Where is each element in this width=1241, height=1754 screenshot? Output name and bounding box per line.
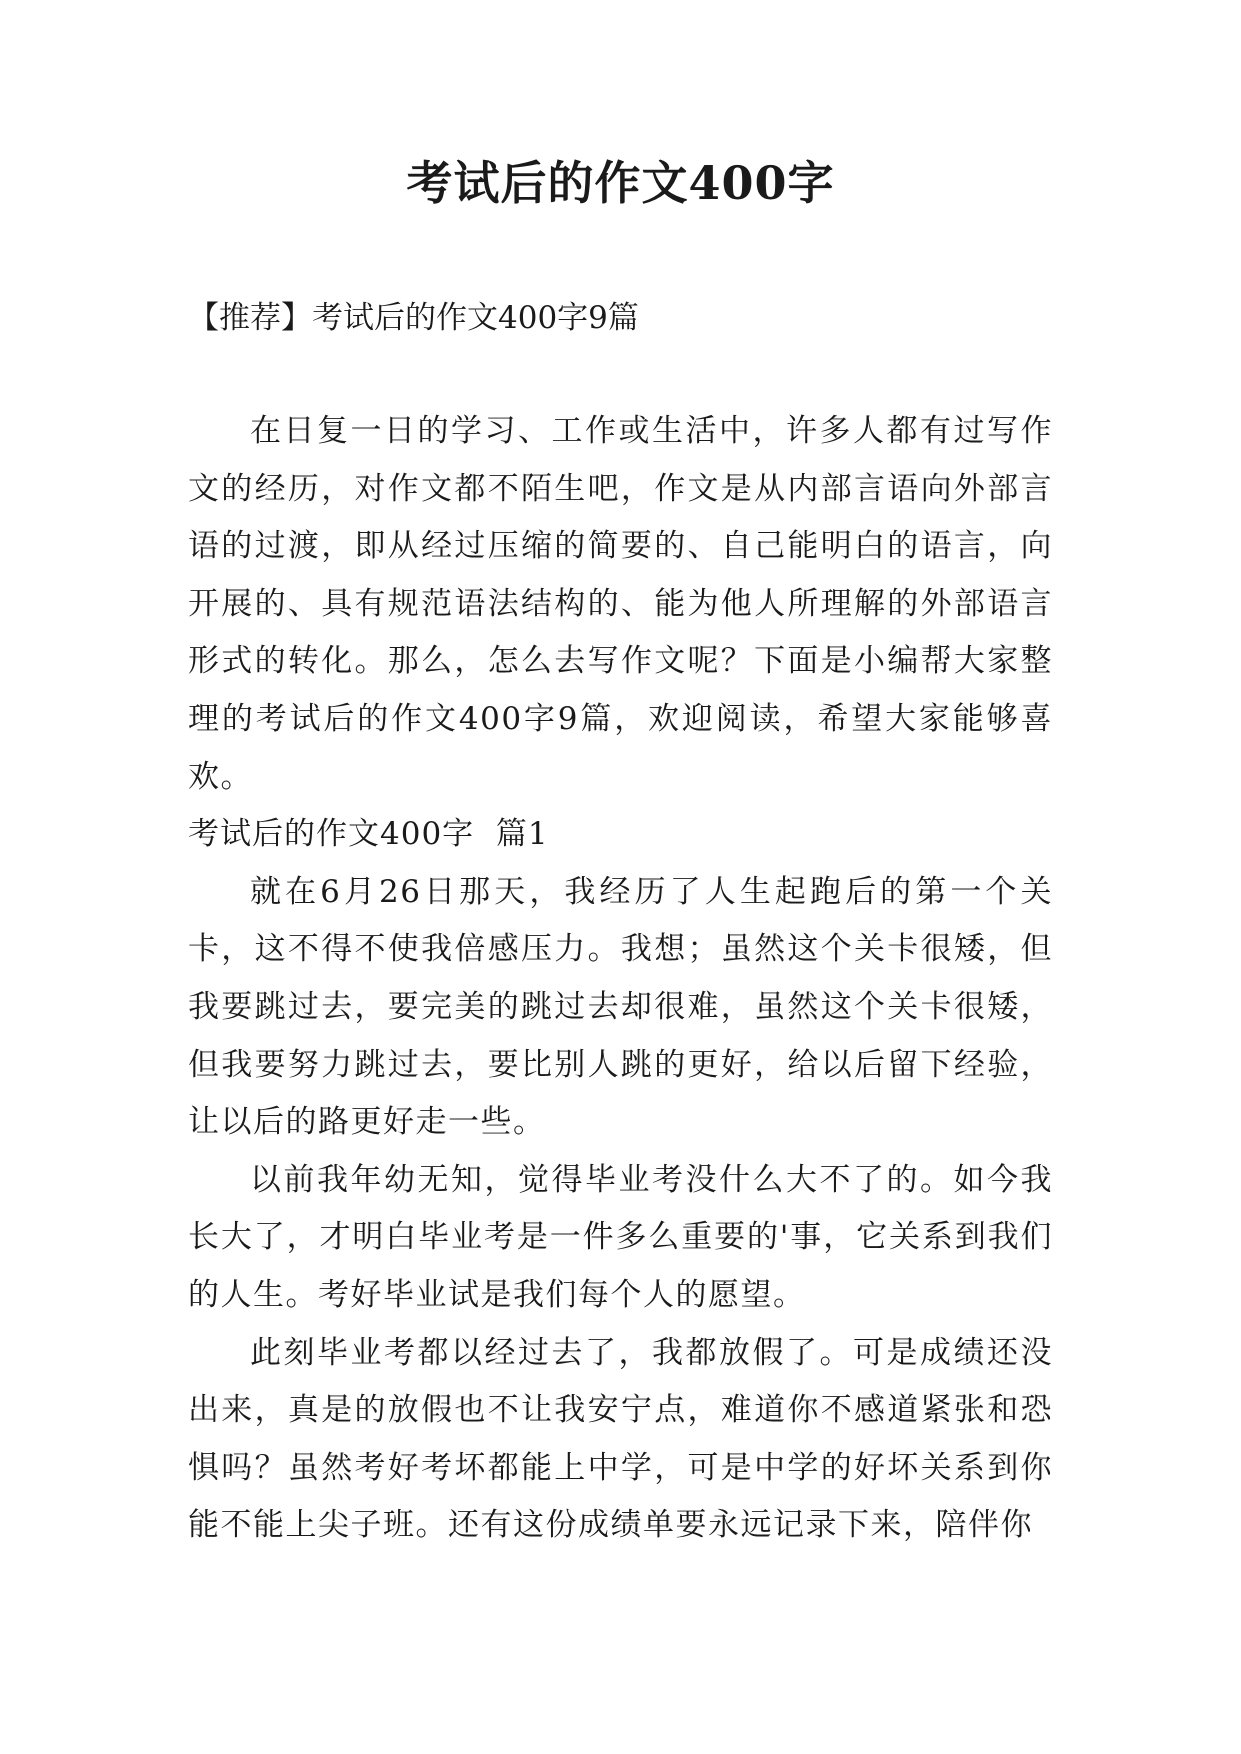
document-subtitle: 【推荐】考试后的作文400字9篇 (188, 300, 639, 336)
section-heading: 考试后的作文400字 篇1 (188, 816, 549, 853)
intro-paragraph: 在日复一日的学习、工作或生活中，许多人都有过写作文的经历，对作文都不陌生吧，作文是从内部言语向外部言语的过渡，即从经过压缩的简要的、自己能明白的语言，向开展的、具有规范语法结构的、能为他人所理解的外部语言形式的转化。那么，怎么去写作文呢？下面是小编帮大家整理的考试后的作文400字9篇，欢迎阅读，希望大家能够喜欢。 (188, 413, 1053, 795)
document-body (188, 403, 1053, 1555)
body-paragraph-3: 此刻毕业考都以经过去了，我都放假了。可是成绩还没出来，真是的放假也不让我安宁点，难道你不感道紧张和恐惧吗？虽然考好考坏都能上中学，可是中学的好坏关系到你能不能上尖子班。还有这份成绩单要永远记录下来，陪伴你 (188, 1334, 1053, 1544)
body-paragraph-2: 以前我年幼无知，觉得毕业考没什么大不了的。如今我长大了，才明白毕业考是一件多么重要的'事，它关系到我们的人生。考好毕业试是我们每个人的愿望。 (188, 1161, 1053, 1313)
document-title: 考试后的作文400字 (406, 156, 835, 210)
body-paragraph-1: 就在6月26日那天，我经历了人生起跑后的第一个关卡，这不得不使我倍感压力。我想；虽然这个关卡很矮，但我要跳过去，要完美的跳过去却很难，虽然这个关卡很矮，但我要努力跳过去，要比别人跳的更好，给以后留下经验，让以后的路更好走一些。 (188, 873, 1053, 1141)
